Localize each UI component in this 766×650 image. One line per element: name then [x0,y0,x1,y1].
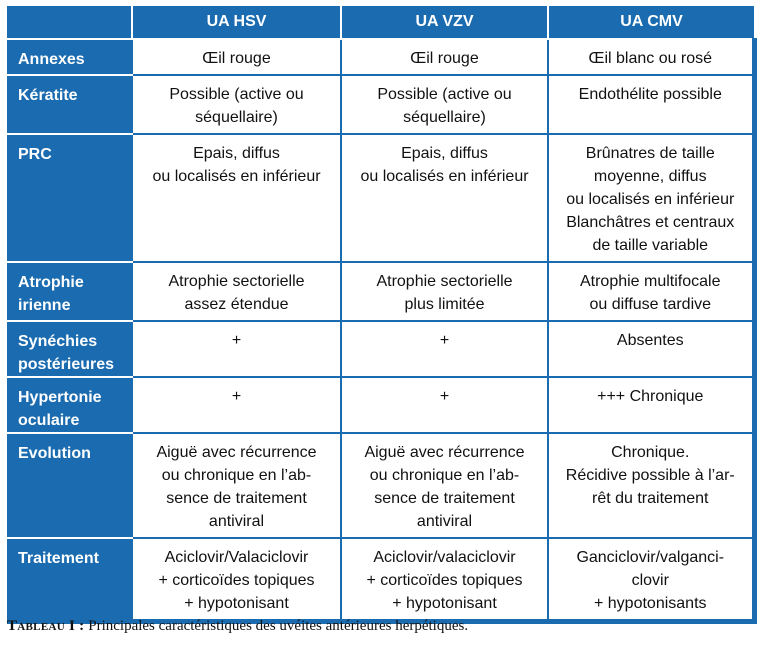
table-cell [341,75,548,134]
cell-line: + hypotonisant [184,595,289,612]
table-cell [548,39,754,75]
header-row [7,6,754,39]
cell-line: Epais, diffus [401,145,488,162]
table-row-keratite [7,75,754,134]
row-header-line: oculaire [18,412,80,429]
row-header-traitement [7,538,132,622]
cell-line: séquellaire) [195,109,278,126]
table-cell [548,134,754,262]
table-row-annexes [7,39,754,75]
table-cell [132,377,341,433]
cell-line: clovir [631,572,669,589]
table-cell [341,134,548,262]
cell-line: Œil rouge [410,50,479,67]
table-cell [132,433,341,538]
cell-line: Endothélite possible [578,86,722,103]
table-row-traitement [7,538,754,622]
table-caption [7,618,468,635]
cell-line: Aiguë avec récurrence [156,444,317,461]
cell-line: plus limitée [404,296,485,313]
table-cell [132,134,341,262]
row-header-line: Annexes [18,51,85,68]
corner-cell [7,6,132,39]
table-row-hypertonie-oculaire [7,377,754,433]
table-cell [132,321,341,377]
cell-line: ou chronique en l’ab- [161,467,312,484]
row-header-line: Traitement [18,550,99,567]
cell-line: ou chronique en l’ab- [369,467,520,484]
caption-text: Principales caractéristiques des uvéites antérieures herpétiques. [84,618,469,634]
row-header-hypertonie-oculaire [7,377,132,433]
cell-line: Atrophie sectorielle [168,273,305,290]
table-cell [548,538,754,622]
cell-line: Œil rouge [202,50,271,67]
row-header-keratite [7,75,132,134]
column-header-hsv: UA HSV [132,6,341,39]
table-cell [548,262,754,321]
table-row-prc [7,134,754,262]
cell-line: Aciclovir/valaciclovir [373,549,516,566]
table-cell [548,75,754,134]
cell-line: Aciclovir/Valaciclovir [164,549,309,566]
table-cell [341,39,548,75]
table-cell [548,377,754,433]
row-header-line: PRC [18,146,52,163]
table-cell [132,39,341,75]
table-cell [341,538,548,622]
cell-line: moyenne, diffus [593,168,707,185]
cell-line: Atrophie sectorielle [376,273,513,290]
cell-line: + hypotonisants [593,595,707,612]
cell-line: ou localisés en inférieur [152,168,321,185]
table-cell [341,321,548,377]
cell-line: Ganciclovir/valganci- [576,549,725,566]
cell-line: Absentes [616,332,684,349]
cell-line: antiviral [208,513,265,530]
table-cell [132,75,341,134]
table-body [7,39,754,622]
row-header-synechies-posterieures [7,321,132,377]
table-cell [341,262,548,321]
table-row-synechies-posterieures [7,321,754,377]
table-cell [132,262,341,321]
cell-line: Œil blanc ou rosé [588,50,713,67]
row-header-line: Kératite [18,87,78,104]
table-cell [548,433,754,538]
cell-line: +++ Chronique [597,388,704,405]
cell-line: + corticoïdes topiques [158,572,315,589]
cell-line: assez étendue [184,296,289,313]
cell-line: ou localisés en inférieur [360,168,529,185]
table-cell [341,433,548,538]
cell-line: antiviral [416,513,473,530]
table-row-atrophie-irienne [7,262,754,321]
cell-line: Atrophie multifocale [579,273,721,290]
row-header-line: irienne [18,297,71,314]
cell-line: + hypotonisant [392,595,497,612]
cell-line: Epais, diffus [193,145,280,162]
row-header-line: Hypertonie [18,389,102,406]
table-cell [341,377,548,433]
cell-line: + [231,332,242,349]
row-header-line: Evolution [18,445,91,462]
cell-line: + [231,388,242,405]
table-row-evolution [7,433,754,538]
comparison-table [7,6,757,624]
row-header-annexes [7,39,132,75]
table-cell [548,321,754,377]
caption-label: Tableau I : [7,618,85,634]
cell-line: + [439,388,450,405]
cell-line: Chronique. [611,444,690,461]
cell-line: de taille variable [592,237,709,254]
column-header-cmv: UA CMV [548,6,754,39]
cell-line: Possible (active ou [377,86,512,103]
cell-line: rêt du traitement [592,490,709,507]
cell-line: + corticoïdes topiques [366,572,523,589]
cell-line: + [439,332,450,349]
cell-line: Blanchâtres et centraux [566,214,735,231]
row-header-prc [7,134,132,262]
row-header-line: Atrophie [18,274,84,291]
row-header-evolution [7,433,132,538]
table-cell [132,538,341,622]
cell-line: séquellaire) [403,109,486,126]
cell-line: Possible (active ou [169,86,304,103]
cell-line: ou localisés en inférieur [566,191,735,208]
row-header-line: postérieures [18,356,115,373]
column-header-vzv: UA VZV [341,6,548,39]
cell-line: sence de traitement [374,490,515,507]
cell-line: ou diffuse tardive [589,296,712,313]
cell-line: sence de traitement [166,490,307,507]
cell-line: Aiguë avec récurrence [364,444,525,461]
row-header-atrophie-irienne [7,262,132,321]
row-header-line: Synéchies [18,333,98,350]
cell-line: Récidive possible à l’ar- [565,467,735,484]
cell-line: Brûnatres de taille [585,145,715,162]
